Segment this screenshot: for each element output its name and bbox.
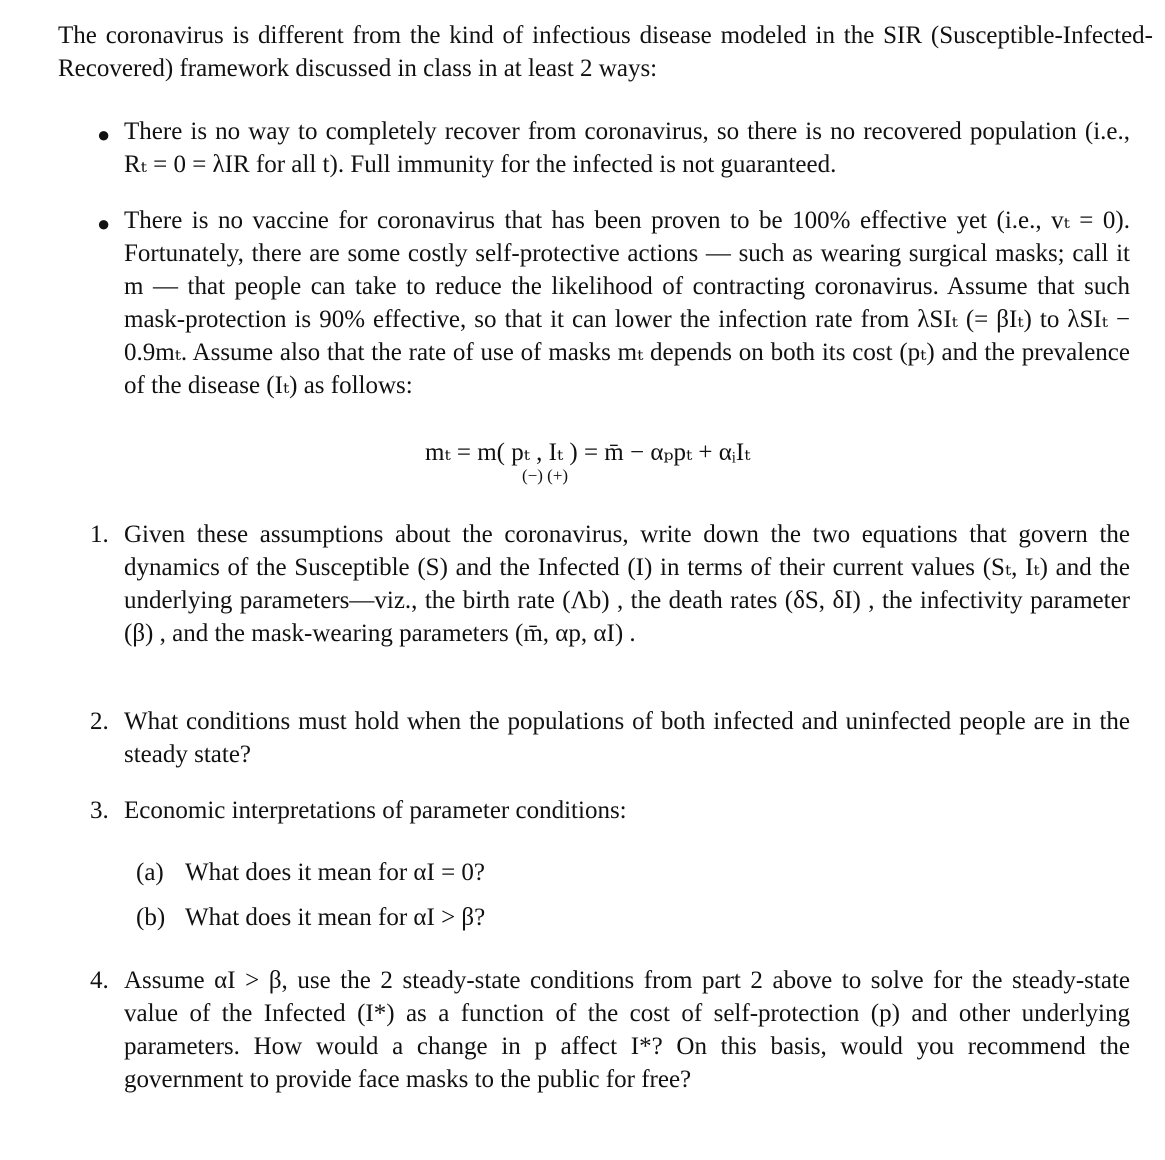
question-4: Assume αI > β, use the 2 steady-state conditions from part 2 above to solve for the steady-state value of the Infected (I*) as a function of the cost of self-protection (p) and other underlying parameters. How would a change in p affect I*? On this basis, would you recommend the government to provide face masks to the public for free? [124,967,1130,1093]
question-number: 4. [90,967,109,994]
subquestion-label: (a) [136,859,164,886]
mask-equation: mₜ = m( pₜ , Iₜ ) = m̄ − αₚpₜ + αᵢIₜ [425,439,751,466]
question-2: What conditions must hold when the populations of both infected and uninfected people are in the steady state? [124,708,1130,768]
equation-signs: (−) (+) [522,466,569,485]
bullet-marker: ● [97,211,111,236]
bullet-marker: ● [97,122,111,147]
question-1: Given these assumptions about the coronavirus, write down the two equations that govern the dynamics of the Susceptible (S) and the Infected (I) in terms of their current values (Sₜ, Iₜ) and the underlying parameters—viz., the birth rate (Λb) , the death rates (δS, δI) , the infectivity parameter (β) , and the mask-wearing parameters (m̄, αp, αI) . [124,521,1130,647]
bullet-no-recovery: There is no way to completely recover from coronavirus, so there is no recovered population (i.e., Rₜ = 0 = λIR for all t). Full immunity for the infected is not guaranteed. [124,118,1130,178]
subquestion-label: (b) [136,904,166,931]
bullet-no-vaccine: There is no vaccine for coronavirus that has been proven to be 100% effective yet (i.e., vₜ = 0). Fortunately, there are some costly self-protective actions — such as wearing surgical masks; call it m — that people can take to reduce the likelihood of contracting coronavirus. Assume that such mask-protection is 90% effective, so that it can lower the infection rate from λSIₜ (= βIₜ) to λSIₜ − 0.9mₜ. Assume also that the rate of use of masks mₜ depends on both its cost (pₜ) and the prevalence of the disease (Iₜ) as follows: [124,207,1130,399]
question-number: 3. [90,797,109,824]
intro-paragraph: The coronavirus is different from the kind of infectious disease modeled in the SIR (Susceptible-Infected-Recovered) framework discussed in class in at least 2 ways: [58,22,1153,82]
question-number: 2. [90,708,109,735]
question-number: 1. [90,521,109,548]
question-3: Economic interpretations of parameter conditions: [124,797,627,824]
question-3b: What does it mean for αI > β? [185,904,486,931]
question-3a: What does it mean for αI = 0? [185,859,486,886]
